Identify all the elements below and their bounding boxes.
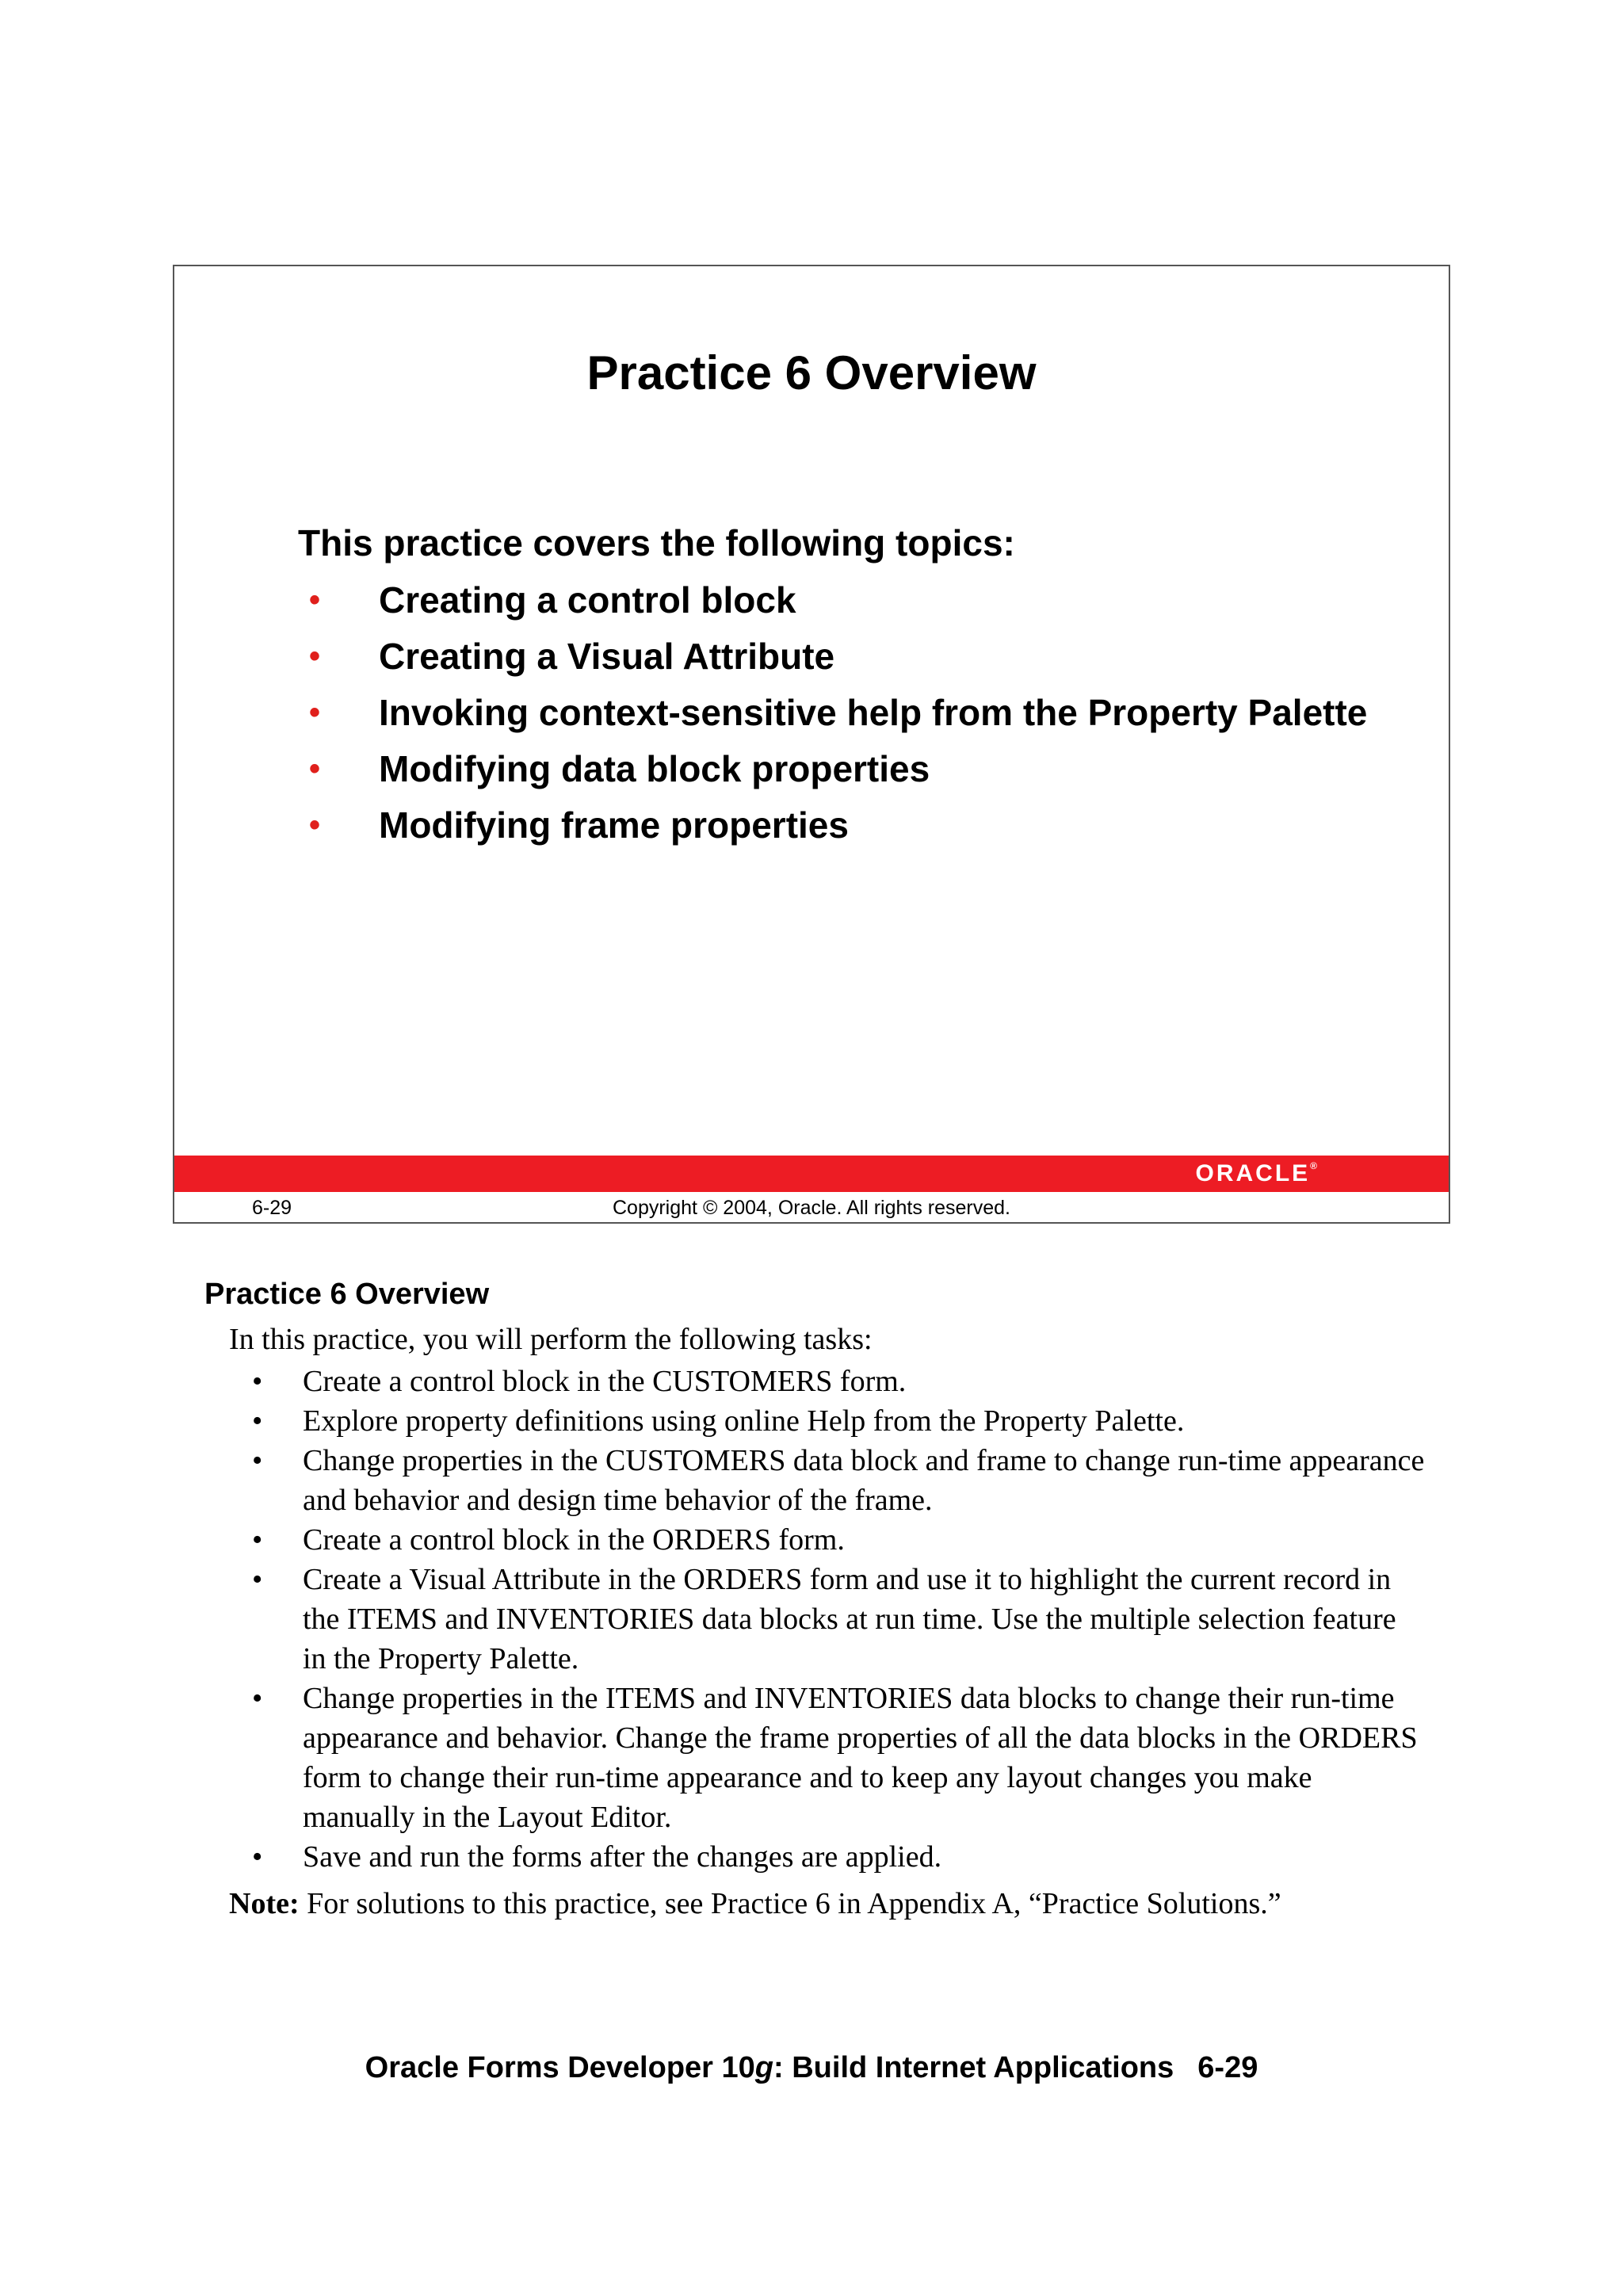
bullet-icon: •	[252, 1682, 263, 1715]
solution-note	[229, 1886, 1281, 1921]
bullet-icon: •	[252, 1444, 263, 1477]
topic-item	[309, 746, 1387, 792]
bullet-icon: •	[309, 583, 321, 617]
bullet-icon: •	[309, 695, 321, 730]
topic-text: Invoking context-sensitive help from the Property Palette	[379, 692, 1368, 733]
footer-title-prefix: Oracle Forms Developer 10	[365, 2051, 755, 2084]
topic-item	[309, 802, 1387, 848]
page-footer	[0, 2051, 1623, 2085]
task-item	[252, 1837, 1425, 1877]
task-item	[252, 1679, 1425, 1837]
topic-list	[309, 577, 1387, 858]
task-item	[252, 1401, 1425, 1441]
topic-item	[309, 633, 1387, 679]
footer-page-number: 6-29	[1197, 2051, 1258, 2084]
slide-intro: This practice covers the following topics:	[298, 522, 1015, 563]
task-text: Change properties in the CUSTOMERS data block and frame to change run-time appearance and behavior and design time behavior of the frame.	[303, 1444, 1425, 1517]
footer-title-suffix: : Build Internet Applications	[773, 2051, 1174, 2084]
task-item	[252, 1560, 1425, 1679]
task-text: Explore property definitions using online Help from the Property Palette.	[303, 1404, 1185, 1438]
task-item	[252, 1362, 1425, 1401]
slide-number: 6-29	[252, 1197, 292, 1219]
task-item	[252, 1520, 1425, 1560]
bullet-icon: •	[309, 639, 321, 674]
oracle-logo-text: ORACLE	[1195, 1160, 1311, 1186]
bullet-icon: •	[252, 1563, 263, 1596]
task-text: Create a Visual Attribute in the ORDERS form and use it to highlight the current record in the ITEMS and INVENTORIES data blocks at run time. Use the multiple selection feature in the Property Palette.	[303, 1563, 1396, 1675]
task-list	[252, 1362, 1425, 1877]
slide-title: Practice 6 Overview	[586, 346, 1037, 399]
bullet-icon: •	[252, 1840, 263, 1874]
notes-heading: Practice 6 Overview	[204, 1278, 490, 1311]
task-text: Save and run the forms after the changes are applied.	[303, 1840, 942, 1874]
brand-bar	[174, 1156, 1449, 1192]
copyright: Copyright © 2004, Oracle. All rights reserved.	[613, 1197, 1010, 1219]
topic-text: Modifying data block properties	[379, 748, 930, 789]
oracle-logo	[1195, 1160, 1317, 1187]
bullet-icon: •	[309, 751, 321, 786]
topic-text: Creating a control block	[379, 579, 796, 621]
bullet-icon: •	[309, 808, 321, 842]
task-text: Create a control block in the ORDERS form.	[303, 1523, 845, 1557]
bullet-icon: •	[252, 1523, 263, 1557]
footer-title-italic: g	[754, 2051, 774, 2084]
slide-footer	[174, 1194, 1449, 1222]
topic-item	[309, 690, 1387, 735]
bullet-icon: •	[252, 1404, 263, 1438]
slide	[173, 265, 1450, 1224]
task-text: Change properties in the ITEMS and INVENTORIES data blocks to change their run-time appearance and behavior. Change the frame properties of all the data blocks in the ORDERS form to change their run-time appearance and to keep any layout changes you make manually in the Layout Editor.	[303, 1682, 1418, 1834]
bullet-icon: •	[252, 1365, 263, 1398]
task-text: Create a control block in the CUSTOMERS form.	[303, 1365, 907, 1398]
task-item	[252, 1441, 1425, 1520]
note-text: For solutions to this practice, see Practice 6 in Appendix A, “Practice Solutions.”	[299, 1887, 1281, 1920]
notes-intro: In this practice, you will perform the following tasks:	[229, 1323, 873, 1356]
topic-item	[309, 577, 1387, 623]
registered-mark: ®	[1310, 1160, 1317, 1171]
note-label: Note:	[229, 1887, 300, 1920]
topic-text: Modifying frame properties	[379, 804, 849, 846]
topic-text: Creating a Visual Attribute	[379, 636, 835, 677]
